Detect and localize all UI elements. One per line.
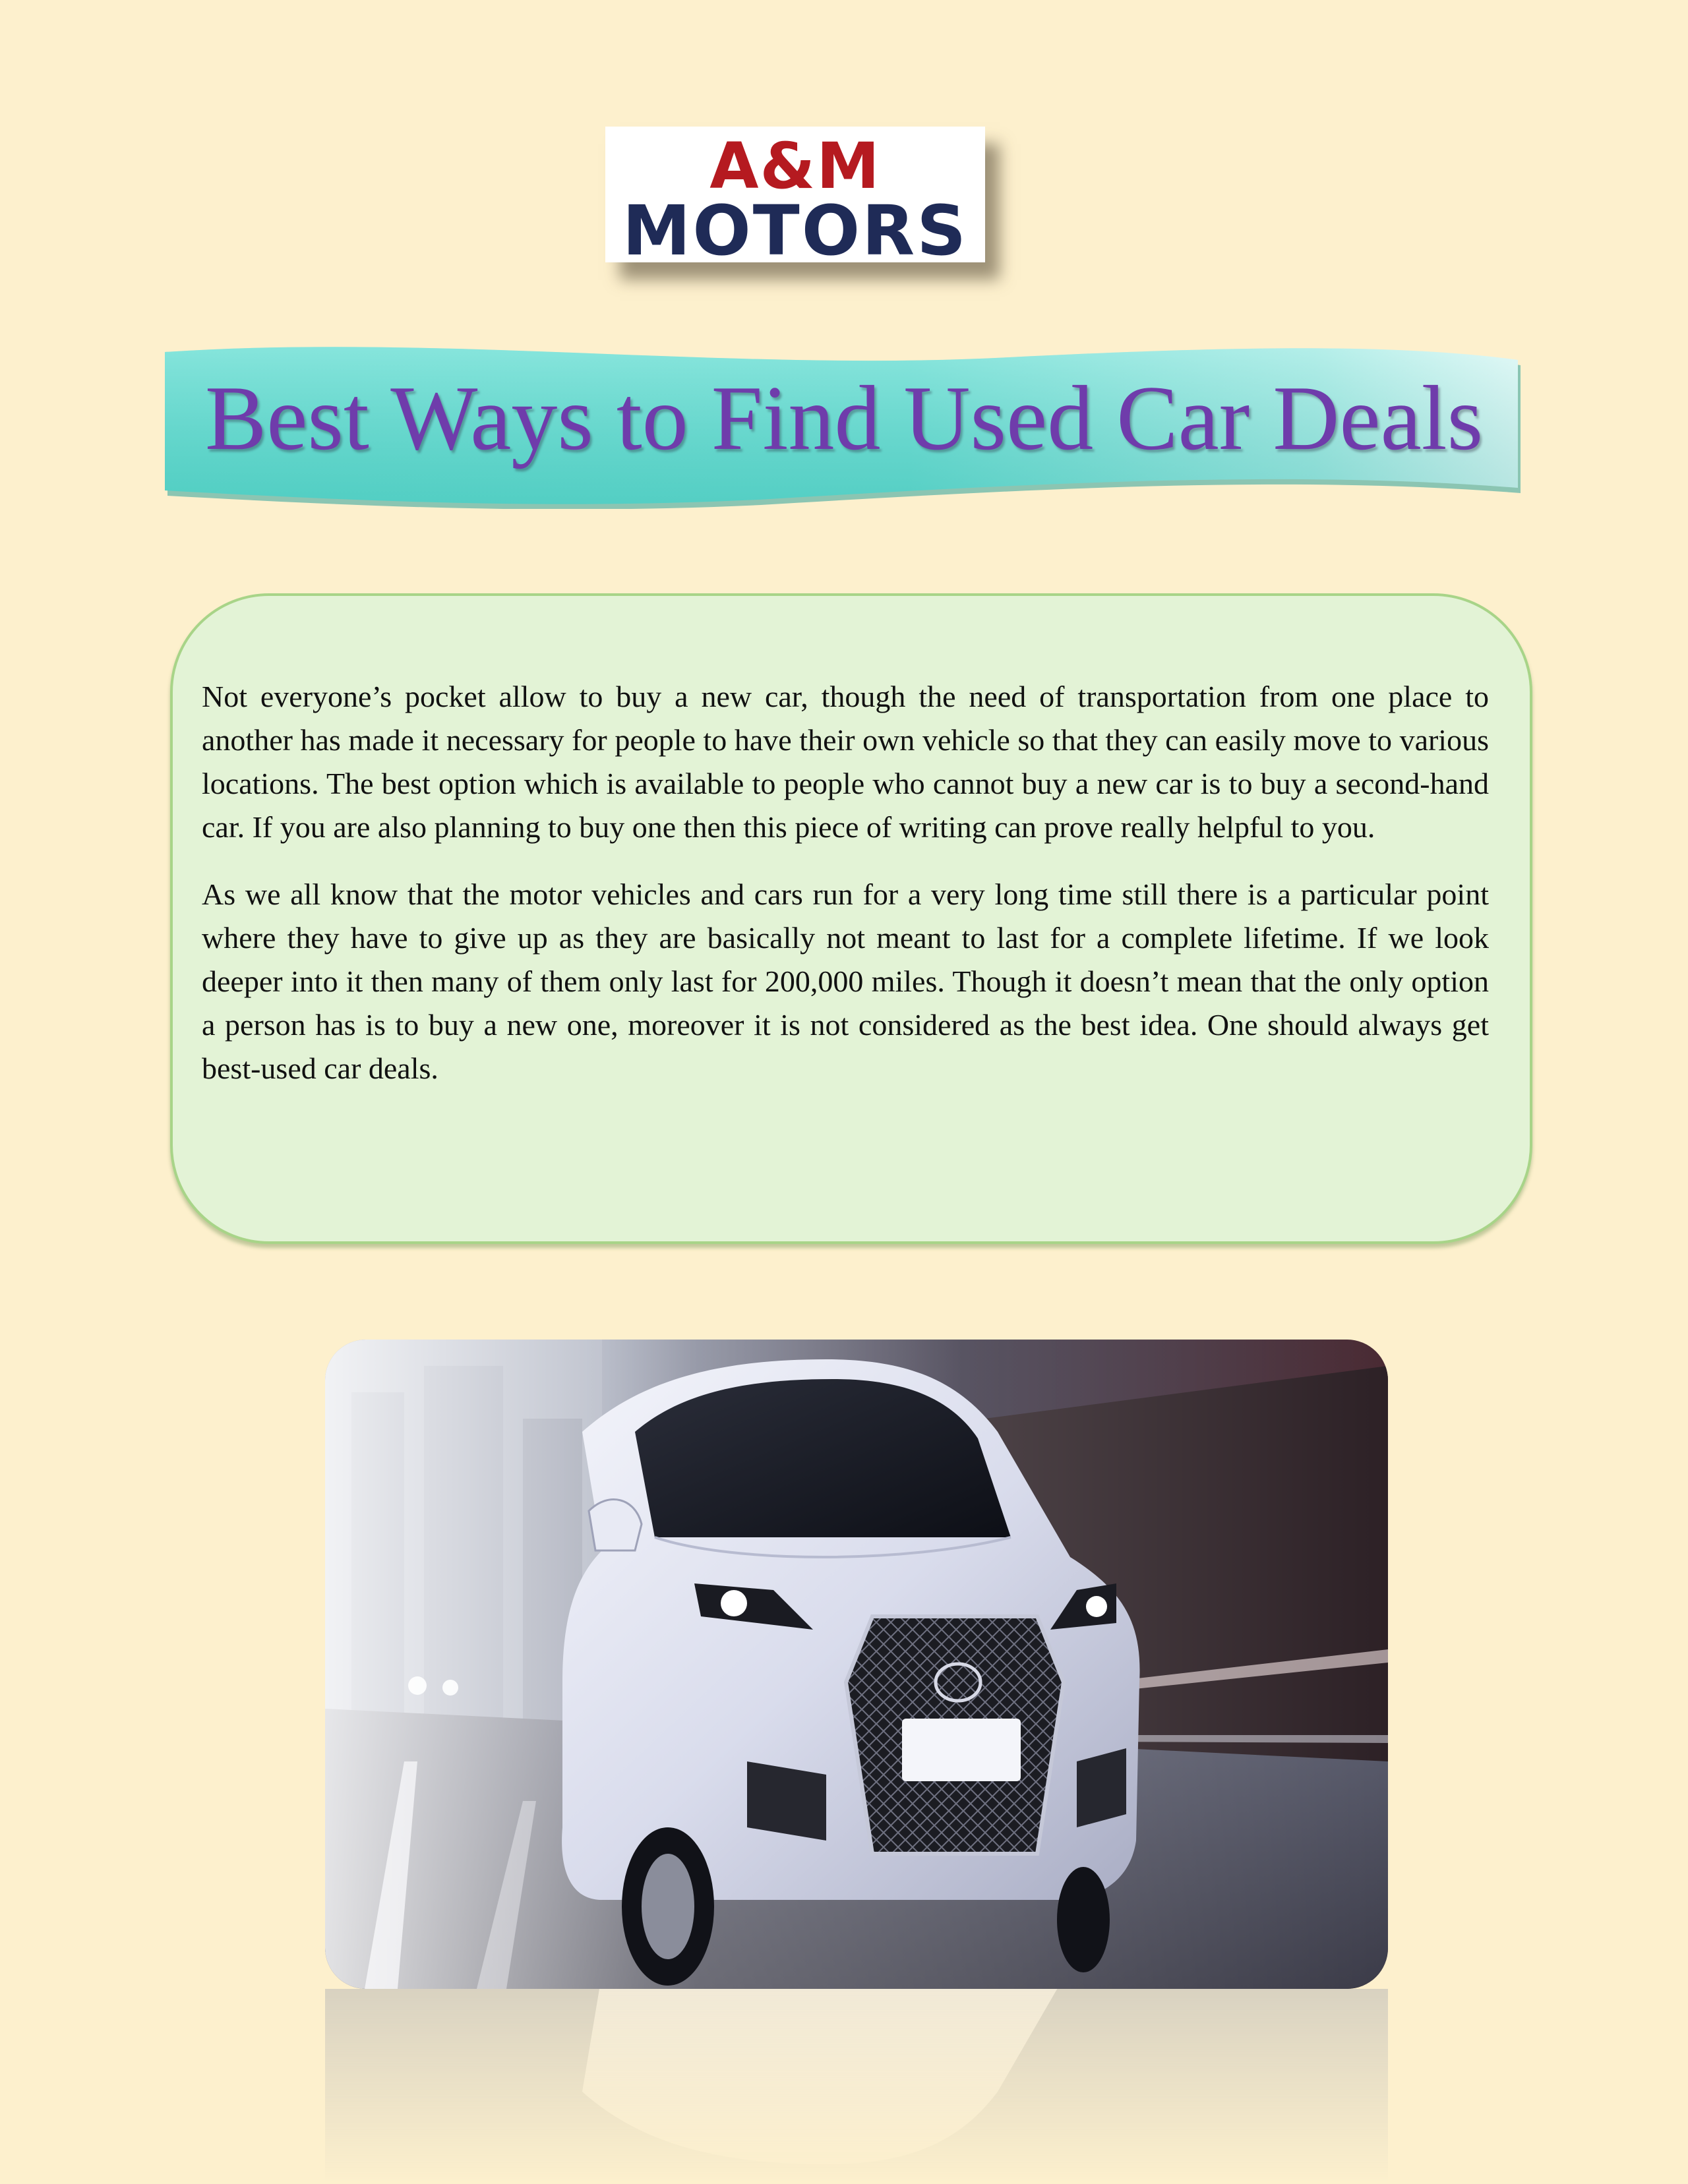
car-photo [325, 1340, 1388, 1989]
page-title: Best Ways to Find Used Car Deals [204, 367, 1484, 469]
paragraph-2: As we all know that the motor vehicles and cars run for a very long time still there is a particular point where they have to give up as they are basically not meant to last for a complete lifetime. If we look deeper into it then many of them only last for 200,000 miles. Though it doesn’t mean that the only option a person has is to buy a new one, moreover it is not considered as the best idea. One should always get best-used car deals. [202, 877, 1489, 1085]
company-logo [605, 127, 985, 271]
car-photo-reflection [325, 1989, 1388, 2184]
logo-text-am: A&M [709, 129, 881, 203]
paragraph-1: Not everyone’s pocket allow to buy a new car, though the need of transportation from one place to another has made it necessary for people to have their own vehicle so that they can easily move to various locations. The best option which is available to people who cannot buy a new car is to buy a second-hand car. If you are also planning to buy one then this piece of writing can prove really helpful to you. [202, 680, 1489, 844]
intro-text-card [170, 593, 1532, 1244]
logo-text-motors: MOTORS [622, 191, 969, 271]
